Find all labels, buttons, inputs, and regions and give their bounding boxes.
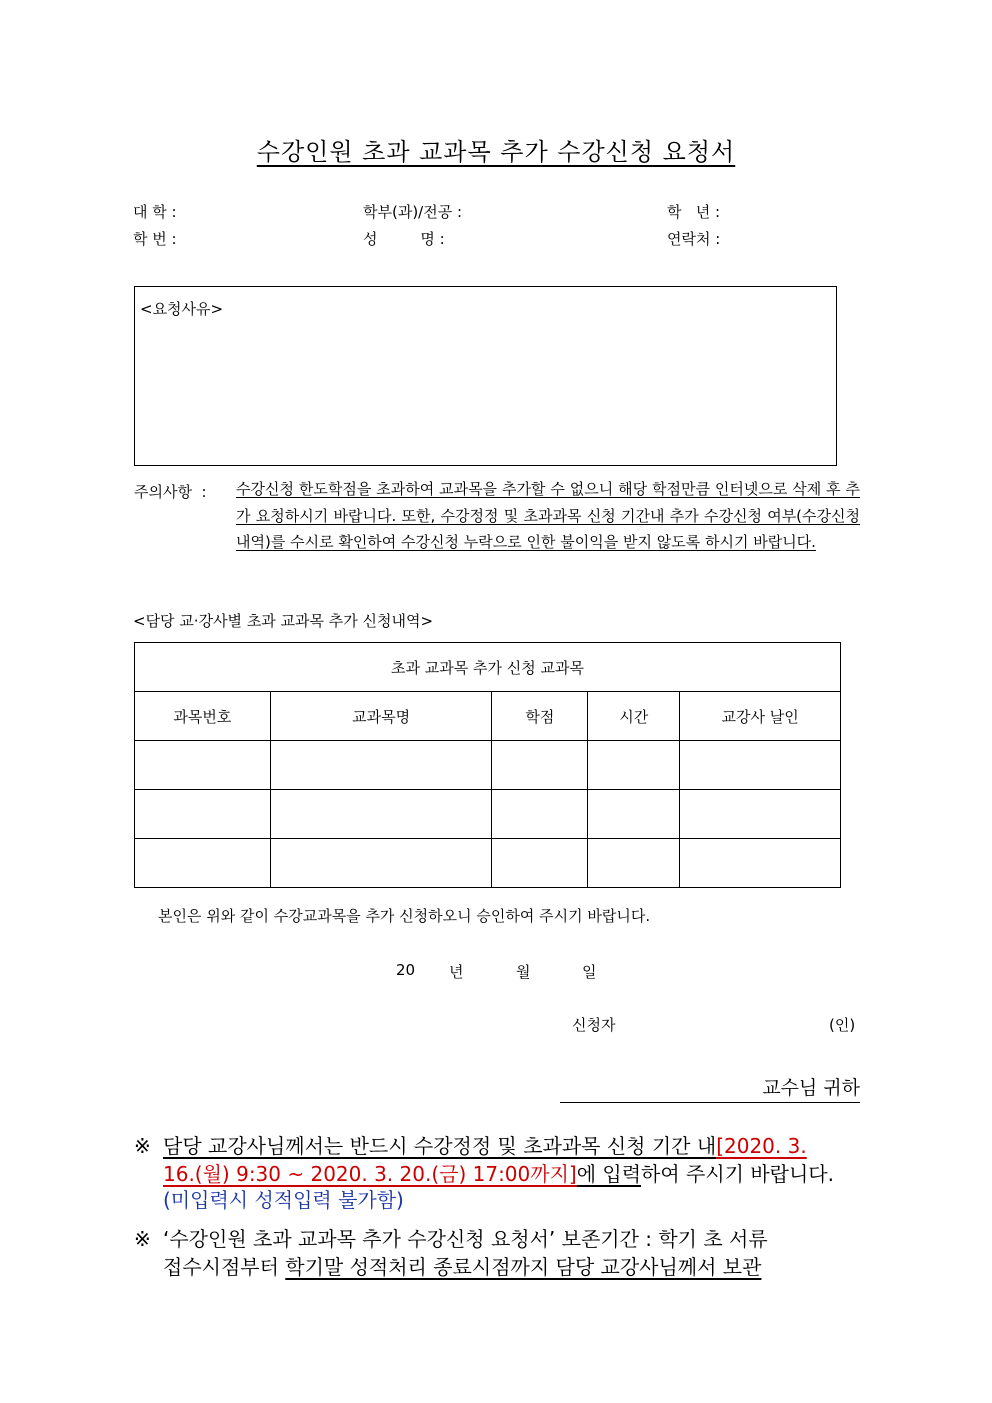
table-group-header-row: [135, 643, 841, 692]
table-cell[interactable]: [588, 741, 680, 790]
column-header-course-name: 교과목명: [270, 692, 492, 741]
grade-label: 학 년 :: [667, 203, 721, 221]
table-cell[interactable]: [492, 790, 588, 839]
remark-mark: ※: [134, 1227, 151, 1251]
remark-period: [2020. 3.: [716, 1134, 807, 1158]
table-cell[interactable]: [492, 741, 588, 790]
remark-text: 에 입력: [576, 1162, 642, 1186]
college-label: 대 학 :: [133, 203, 177, 221]
table-header-row: [135, 692, 841, 741]
date-year-unit: 년: [449, 963, 464, 981]
name-label: 성 명 :: [363, 230, 445, 248]
remark-mark: ※: [134, 1134, 151, 1158]
column-header-credits: 학점: [492, 692, 588, 741]
table-cell[interactable]: [270, 839, 492, 888]
table-group-header: 초과 교과목 추가 신청 교과목: [135, 643, 841, 692]
table-row: [135, 790, 841, 839]
request-reason-label: <요청사유>: [140, 300, 224, 318]
pledge-statement: 본인은 위와 같이 수강교과목을 추가 신청하오니 승인하여 주시기 바랍니다.: [158, 907, 651, 925]
remark-period: 16.(월) 9:30 ~ 2020. 3. 20.(금) 17:00까지]: [163, 1162, 577, 1186]
table-cell[interactable]: [492, 839, 588, 888]
table-cell[interactable]: [135, 790, 271, 839]
applicant-label: 신청자: [572, 1016, 616, 1034]
table-cell[interactable]: [680, 839, 841, 888]
date-day-unit: 일: [582, 963, 597, 981]
contact-label: 연락처 :: [667, 230, 721, 248]
table-cell[interactable]: [135, 839, 271, 888]
notice-label: 주의사항 :: [134, 483, 207, 501]
remark-text: ‘수강인원 초과 교과목 추가 수강신청 요청서’ 보존기간 : 학기 초 서류: [163, 1227, 768, 1251]
table-row: [135, 839, 841, 888]
table-cell[interactable]: [588, 790, 680, 839]
remark-text: 접수시점부터: [163, 1255, 279, 1279]
table-cell[interactable]: [135, 741, 271, 790]
request-reason-box[interactable]: [134, 286, 837, 466]
column-header-course-number: 과목번호: [135, 692, 271, 741]
column-header-hours: 시간: [588, 692, 680, 741]
remark-text: 담당 교강사님께서는 반드시 수강정정 및 초과과목 신청 기간 내: [163, 1134, 717, 1158]
table-cell[interactable]: [270, 790, 492, 839]
table-cell[interactable]: [270, 741, 492, 790]
document-title: 수강인원 초과 교과목 추가 수강신청 요청서: [256, 138, 736, 166]
course-list-caption: <담당 교·강사별 초과 교과목 추가 신청내역>: [133, 612, 434, 630]
remark-note: (미입력시 성적입력 불가함): [163, 1188, 404, 1212]
remark-line: [163, 1131, 807, 1161]
date-month-unit: 월: [516, 963, 531, 981]
column-header-instructor-seal: 교강사 날인: [680, 692, 841, 741]
notice-text: 수강신청 한도학점을 초과하여 교과목을 추가할 수 없으니 해당 학점만큼 인터넷으로 삭제 후 추가 요청하시기 바랍니다. 또한, 수강정정 및 초과과목 신청 기간내 추가 수강신청 여부(수강신청내역)를 수시로 확인하여 수강신청 누락으로 인한 불이익을 받지 않도록 하시기 바랍니다.: [236, 480, 860, 551]
table-cell[interactable]: [588, 839, 680, 888]
course-table: [134, 642, 841, 888]
student-number-label: 학 번 :: [133, 230, 177, 248]
remark-text: 하여 주시기 바랍니다.: [641, 1162, 834, 1186]
seal-label: (인): [829, 1016, 856, 1034]
department-label: 학부(과)/전공 :: [363, 203, 463, 221]
table-cell[interactable]: [680, 790, 841, 839]
remark-text: 학기말 성적처리 종료시점까지 담당 교강사님께서 보관: [285, 1255, 762, 1279]
addressee: 교수님 귀하: [560, 1073, 860, 1103]
remark-line: [163, 1252, 761, 1282]
date-year: 20: [396, 961, 416, 979]
table-cell[interactable]: [680, 741, 841, 790]
table-row: [135, 741, 841, 790]
